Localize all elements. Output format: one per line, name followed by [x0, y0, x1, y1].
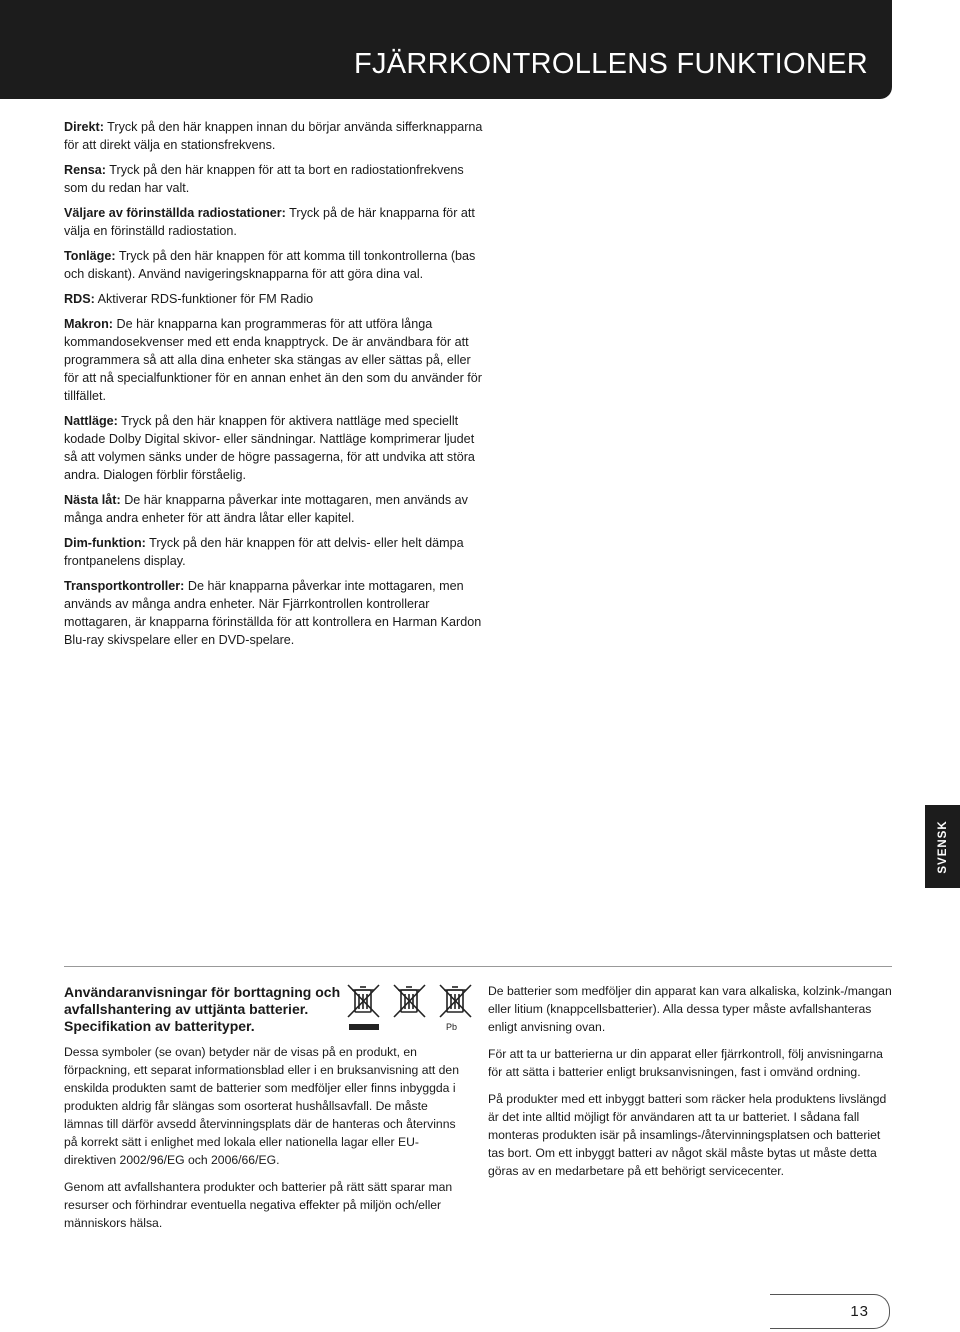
function-item-transport	[64, 577, 484, 649]
function-item-dim	[64, 534, 484, 570]
disposal-symbols	[345, 982, 475, 1034]
page-number: 13	[850, 1303, 869, 1320]
function-desc: De här knapparna kan programmeras för att utföra långa kommandosekvenser med ett enda knapptryck. De är användbara för att programmera så att alla dina enheter ska stängas av eller sättas på, eller för att nå specialfunktioner för en annan enhet än den som du använder för tillfället.	[64, 317, 482, 403]
disposal-paragraph: För att ta ur batterierna ur din apparat eller fjärrkontroll, följ anvisningarna för att sätta i batterier enligt bruksanvisningen, fast i omvänd ordning.	[488, 1047, 883, 1079]
function-item-rensa	[64, 161, 484, 197]
function-desc: Tryck på den här knappen för att komma till tonkontrollerna (bas och diskant). Använd navigeringsknapparna för att göra dina val.	[64, 249, 476, 281]
crossed-bin-icon	[394, 985, 425, 1017]
disposal-left-column	[64, 1043, 469, 1241]
language-tab-label: SVENSK	[936, 819, 949, 874]
header-bar	[0, 0, 892, 99]
function-term: Makron:	[64, 317, 113, 331]
disposal-paragraph: Genom att avfallshantera produkter och batterier på rätt sätt sparar man resurser och förhindrar eventuella negativa effekter på miljön och/eller människors hälsa.	[64, 1180, 453, 1230]
disposal-right-column	[488, 982, 893, 1189]
function-term: Rensa:	[64, 163, 106, 177]
function-desc: De här knapparna påverkar inte mottagaren, men används av många andra enheter för att ändra låtar eller kapitel.	[64, 493, 468, 525]
function-item-rds	[64, 290, 484, 308]
function-term: Transportkontroller:	[64, 579, 185, 593]
function-term: Väljare av förinställda radiostationer:	[64, 206, 286, 220]
function-item-preset-selector	[64, 204, 484, 240]
function-term: Dim-funktion:	[64, 536, 146, 550]
function-term: Nattläge:	[64, 414, 118, 428]
function-list	[64, 118, 484, 656]
function-term: Nästa låt:	[64, 493, 121, 507]
function-item-tonlage	[64, 247, 484, 283]
disposal-paragraph: På produkter med ett inbyggt batteri som räcker hela produktens livslängd är det inte alltid möjligt för användaren att ta ur batteriet. I sådana fall monteras produkten isär på insamlings-/återvinningsplatsen och batteriet tas bort. Om ett inbyggt batteri av något skäl måste bytas ut måste detta göras av en medarbetare på ett behörigt servicecenter.	[488, 1092, 887, 1178]
page-title: FJÄRRKONTROLLENS FUNKTIONER	[353, 48, 868, 80]
section-divider	[64, 966, 892, 967]
function-desc: Tryck på den här knappen för att delvis- eller helt dämpa frontpanelens display.	[64, 536, 464, 568]
function-item-nasta-lat	[64, 491, 484, 527]
disposal-paragraph: Dessa symboler (se ovan) betyder när de visas på en produkt, en förpackning, ett separat informationsblad eller i en bruksanvisning att den enskilda produkten samt de batterier som medföljer eller finns inbyggda i produkten aldrig får slängas som osorterat hushållsavfall. De måste lämnas till därför avsedd återvinningsplats där de hanteras och återvinns på korrekt sätt i enlighet med lokala eller nationella lagar eller EU-direktiven 2002/96/EG och 2006/66/EG.	[64, 1045, 459, 1167]
function-desc: Tryck på den här knappen för att ta bort en radiostationfrekvens som du redan har valt.	[64, 163, 464, 195]
disposal-heading: Användaranvisningar för borttagning och avfallshantering av uttjänta batterier. Specifikation av batterityper.	[64, 984, 341, 1034]
crossed-bin-icon	[348, 985, 379, 1017]
function-desc: Aktiverar RDS-funktioner för FM Radio	[94, 292, 314, 306]
disposal-paragraph: De batterier som medföljer din apparat kan vara alkaliska, kolzink-/mangan eller litium (knappcellsbatterier). Alla dessa typer måste avfallshanteras enligt anvisning ovan.	[488, 984, 892, 1034]
crossed-bin-icon	[440, 985, 471, 1017]
function-term: Tonläge:	[64, 249, 116, 263]
bar-mark	[349, 1024, 379, 1030]
function-desc: Tryck på den här knappen innan du börjar använda sifferknapparna för att direkt välja en stationsfrekvens.	[64, 120, 483, 152]
page-number-box	[770, 1294, 890, 1329]
function-item-nattlage	[64, 412, 484, 484]
function-term: Direkt:	[64, 120, 104, 134]
function-item-makron	[64, 315, 484, 405]
function-item-direkt	[64, 118, 484, 154]
function-desc: De här knapparna påverkar inte mottagaren, men används av många andra enheter. När Fjärrkontrollen kontrollerar mottagaren, är knapparna förinställda för att kontrollera en Harman Kardon Blu-ray skivspelare eller en DVD-spelare.	[64, 579, 482, 647]
language-tab	[925, 805, 960, 888]
function-desc: Tryck på den här knappen för aktivera nattläge med speciellt kodade Dolby Digital skivor- eller sändningar. Nattläge komprimerar ljudet så att volymen sänks under de högre passagerna, för att undvika att störa andra. Dialogen förblir förståelig.	[64, 414, 475, 482]
function-term: RDS:	[64, 292, 95, 306]
crossed-bin-icons	[345, 982, 475, 1034]
pb-label: Pb	[446, 1022, 458, 1032]
function-desc: Tryck på de här knapparna för att välja en förinställd radiostation.	[64, 206, 475, 238]
